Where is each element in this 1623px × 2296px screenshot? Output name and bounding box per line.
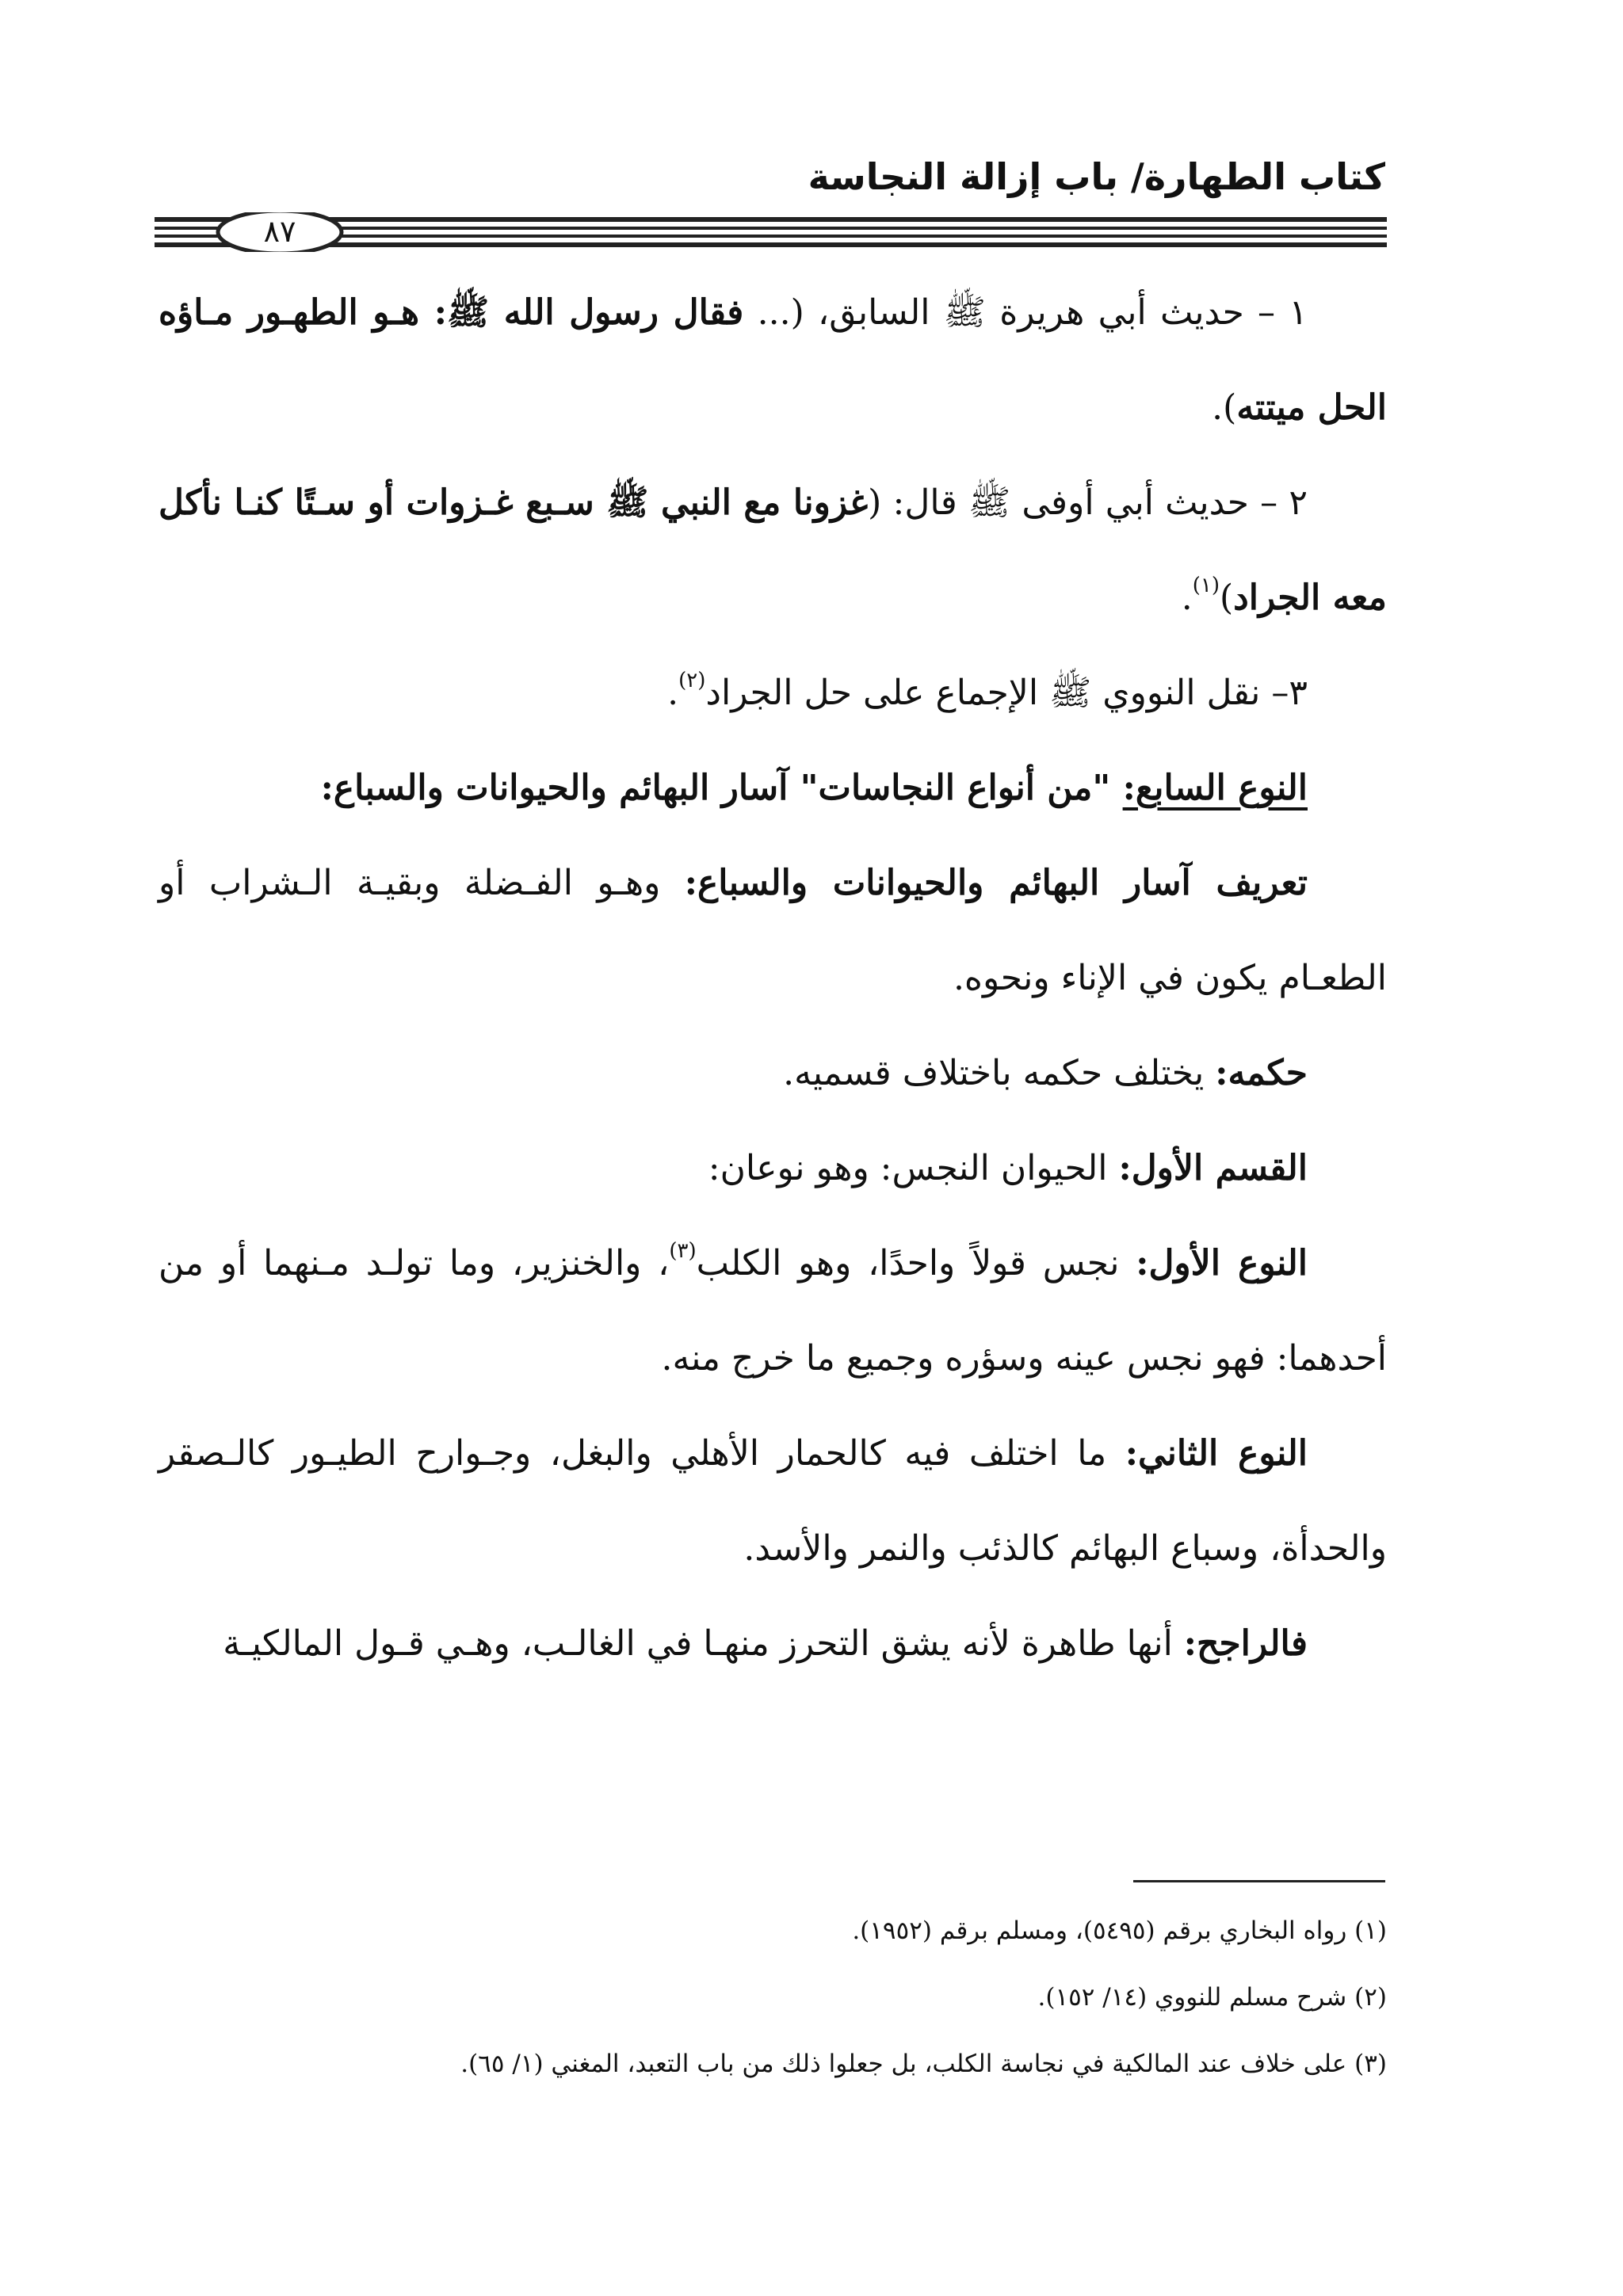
footnotes	[158, 1897, 1387, 2097]
footnote-ref-2: (٢)	[678, 669, 706, 692]
heading-lead: النوع السابع:	[1122, 768, 1308, 808]
p3-end: .	[667, 673, 679, 713]
ruling-term: حكمه:	[1215, 1053, 1308, 1093]
footnote-ref-3: (٣)	[669, 1239, 697, 1263]
paragraph-preponderant	[158, 1596, 1387, 1691]
footnote-2: (٢) شرح مسلم للنووي (١٤/ ١٥٢).	[1037, 1983, 1387, 2012]
section-heading-type-seven	[158, 741, 1387, 836]
paragraph-hadith-abu-awfa	[158, 456, 1387, 646]
paragraph-hadith-abu-hurayra	[158, 265, 1387, 456]
paragraph-ruling	[158, 1026, 1387, 1121]
type-two-term: النوع الثاني:	[1125, 1433, 1308, 1474]
type-one-text-a: نجس قولاً واحدًا، وهو الكلب	[696, 1243, 1136, 1283]
footnote-separator	[1133, 1880, 1385, 1882]
page-number: ٨٧	[263, 214, 296, 249]
p1-quote: فقال رسول الله ﷺ: هـو الطهـور مـاؤه الحل ميتته	[158, 292, 1387, 428]
definition-term: تعريف آسار البهائم والحيوانات والسباع:	[684, 863, 1308, 903]
ruling-text: يختلف حكمه باختلاف قسميه.	[783, 1053, 1216, 1093]
main-text	[158, 265, 1387, 1691]
type-two-text: ما اختلف فيه كالحمار الأهلي والبغل، وجـوارح الطيـور كالـصقر والحدأة، وسباع البهائم كالذئب والنمر والأسد.	[158, 1433, 1387, 1569]
header-rule-graphic	[155, 212, 1387, 252]
p3-text: ٣– نقل النووي ﷺ الإجماع على حل الجراد	[705, 673, 1308, 713]
rule-line-bottom	[155, 242, 1387, 247]
paragraph-definition	[158, 836, 1387, 1026]
heading-rest: "من أنواع النجاسات" آسار البهائم والحيوانات والسباع:	[320, 768, 1123, 808]
section-one-text: الحيوان النجس: وهو نوعان:	[708, 1148, 1119, 1188]
footnote-1: (١) رواه البخاري برقم (٥٤٩٥)، ومسلم برقم (١٩٥٢).	[852, 1917, 1387, 1945]
definition-text: وهـو الفـضلة وبقيـة الـشراب أو الطعـام يكون في الإناء ونحوه.	[158, 863, 1387, 998]
paragraph-section-one	[158, 1121, 1387, 1216]
paragraph-type-two	[158, 1406, 1387, 1596]
preponderant-term: فالراجح:	[1183, 1623, 1308, 1664]
running-title: كتاب الطهارة/ باب إزالة النجاسة	[808, 155, 1385, 198]
footnote-3: (٣) على خلاف عند المالكية في نجاسة الكلب، بل جعلوا ذلك من باب التعبد، المغني (١/ ٦٥).	[460, 2050, 1387, 2078]
type-one-text-b: ، والخنزير، وما تولـد مـنهما أو من أحدهما: فهو نجس عينه وسؤره وجميع ما خرج منه.	[158, 1243, 1387, 1379]
header-rule	[155, 212, 1387, 252]
p2-quote: غزونا مع النبي ﷺ سـبع غـزوات أو سـتًا كنـا نأكل معه الجراد	[158, 482, 1387, 618]
p2-close: )	[1219, 578, 1234, 618]
section-one-term: القسم الأول:	[1118, 1148, 1308, 1188]
p2-intro: ٢ – حديث أبي أوفى ﷺ قال: (	[868, 482, 1308, 523]
type-one-term: النوع الأول:	[1136, 1243, 1308, 1283]
p2-end: .	[1181, 578, 1193, 618]
p1-close: ).	[1212, 387, 1237, 428]
paragraph-type-one	[158, 1216, 1387, 1406]
footnote-ref-1: (١)	[1192, 574, 1220, 597]
p1-intro: ١ – حديث أبي هريرة ﷺ السابق، (...	[743, 292, 1308, 333]
paragraph-nawawi-consensus	[158, 646, 1387, 741]
preponderant-text: أنها طاهرة لأنه يشق التحرز منهـا في الغالـب، وهـي قـول المالكيـة	[223, 1623, 1184, 1664]
rule-line-top	[155, 217, 1387, 222]
